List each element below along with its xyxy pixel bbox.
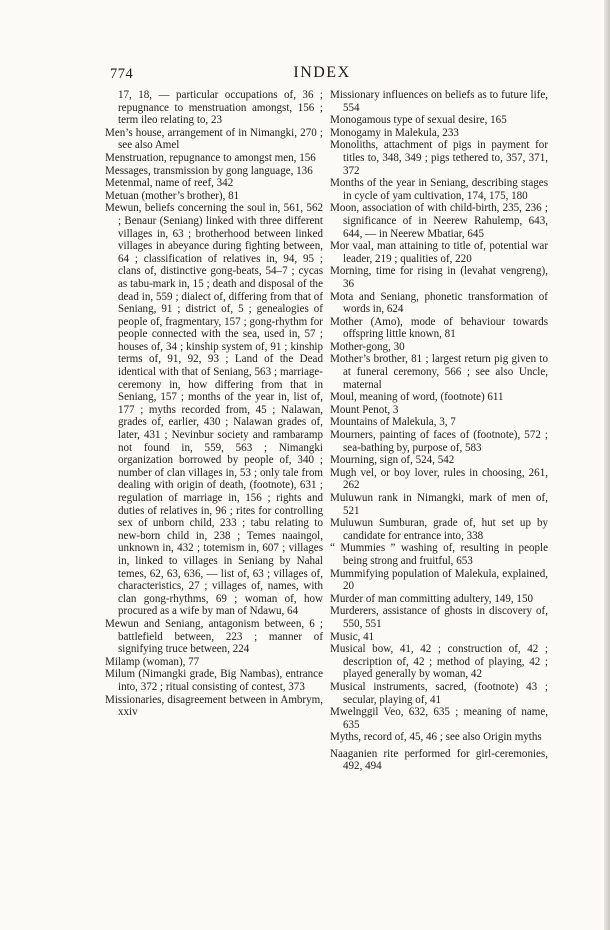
index-entry: Mor vaal, man attaining to title of, potential war leader, 219 ; qualities of, 220 bbox=[330, 240, 548, 265]
index-entry: Mother’s brother, 81 ; largest return pig given to at funeral ceremony, 566 ; see also Uncle, maternal bbox=[330, 353, 548, 391]
index-entry: Missionaries, disagreement between in Ambrym, xxiv bbox=[105, 693, 323, 719]
index-entry: Milamp (woman), 77 bbox=[105, 655, 200, 668]
index-entry: Moul, meaning of word, (footnote) 611 bbox=[330, 391, 504, 404]
page-title-text: INDEX bbox=[293, 64, 351, 81]
index-entry: Morning, time for rising in (levahat vengreng), 36 bbox=[330, 265, 548, 290]
index-entry: Monogamous type of sexual desire, 165 bbox=[330, 114, 507, 127]
index-entry: Months of the year in Seniang, describing stages in cycle of yam cultivation, 174, 175, 180 bbox=[330, 177, 548, 202]
index-entry: Metenmal, name of reef, 342 bbox=[105, 177, 234, 190]
index-entry: “ Mummies ” washing of, resulting in people being strong and fruitful, 653 bbox=[330, 542, 548, 567]
index-entry: Muluwun Sumburan, grade of, hut set up by candidate for entrance into, 338 bbox=[330, 517, 548, 542]
index-entry: Mourning, sign of, 524, 542 bbox=[330, 454, 455, 467]
index-entry: Mount Penot, 3 bbox=[330, 403, 399, 416]
index-entry: Monogamy in Malekula, 233 bbox=[330, 126, 459, 139]
index-entry: Mourners, painting of faces of (footnote), 572 ; sea-bathing by, purpose of, 583 bbox=[330, 429, 548, 454]
index-entry: Milum (Nimangki grade, Big Nambas), entrance into, 372 ; ritual consisting of contest, 373 bbox=[105, 668, 323, 693]
index-entry: Men’s house, arrangement of in Nimangki, 270 ; see also Amel bbox=[105, 126, 323, 152]
index-entry: Myths, record of, 45, 46 ; see also Origin myths bbox=[330, 731, 542, 744]
index-entry: Mugh vel, or boy lover, rules in choosing, 261, 262 bbox=[330, 466, 548, 492]
index-entry: Missionary influences on beliefs as to future life, 554 bbox=[330, 89, 548, 114]
index-entry: Mewun and Seniang, antagonism between, 6 ; battlefield between, 223 ; manner of signifying truce between, 224 bbox=[105, 617, 323, 656]
page-number: 774 bbox=[110, 66, 134, 82]
page-title bbox=[0, 64, 610, 82]
index-entry: Music, 41 bbox=[330, 630, 375, 643]
index-entry: Mota and Seniang, phonetic transformation of words in, 624 bbox=[330, 290, 548, 316]
index-entry: Mountains of Malekula, 3, 7 bbox=[330, 416, 456, 429]
index-column-right bbox=[330, 89, 548, 773]
index-column-left bbox=[105, 89, 323, 719]
index-entry: Muluwun rank in Nimangki, mark of men of, 521 bbox=[330, 492, 548, 517]
index-entry: Musical instruments, sacred, (footnote) 43 ; secular, playing of, 41 bbox=[330, 680, 548, 706]
index-entry: Monoliths, attachment of pigs in payment for titles to, 348, 349 ; pigs tethered to, 357, 371, 372 bbox=[330, 139, 548, 177]
index-entry: Mother-gong, 30 bbox=[330, 340, 405, 353]
index-entry: Messages, transmission by gong language, 136 bbox=[105, 164, 313, 177]
index-entry: Mwelnggil Veo, 632, 635 ; meaning of name, 635 bbox=[330, 706, 548, 731]
index-entry: Metuan (mother’s brother), 81 bbox=[105, 189, 240, 202]
index-entry: Murder of man committing adultery, 149, 150 bbox=[330, 592, 533, 605]
index-entry: Moon, association of with child-birth, 235, 236 ; significance of in Neerew Rahulemp, 643, 644, — in Neerew Mbatiar, 645 bbox=[330, 202, 548, 240]
index-entry: Naaganien rite performed for girl-ceremonies, 492, 494 bbox=[330, 747, 548, 773]
index-entry: 17, 18, — particular occupations of, 36 ; repugnance to menstruation amongst, 156 ; term ileo relating to, 23 bbox=[118, 89, 323, 127]
index-entry: Mummifying population of Malekula, explained, 20 bbox=[330, 567, 548, 593]
page-edge bbox=[604, 0, 610, 930]
index-entry: Menstruation, repugnance to amongst men, 156 bbox=[105, 151, 316, 164]
index-entry: Musical bow, 41, 42 ; construction of, 42 ; description of, 42 ; method of playing, 42 ; played generally by woman, 42 bbox=[330, 643, 548, 681]
index-entry: Mother (Amo), mode of behaviour towards offspring little known, 81 bbox=[330, 315, 548, 341]
index-entry: Murderers, assistance of ghosts in discovery of, 550, 551 bbox=[330, 605, 548, 630]
index-entry: Mewun, beliefs concerning the soul in, 561, 562 ; Benaur (Seniang) linked with three different villages in, 63 ; brotherhood between linked villages in abeyance during fighting between, 64 ; classification of relatives in, 94, 95 ; clans of, distinctive gong-beats, 54–7 ; cycas as tabu-mark in, 15 ; death and disposal of the dead in, 559 ; dialect of, differing from that of Seniang, 91 ; district of, 5 ; genealogies of people of, fragmentary, 157 ; gong-rhythm for people connected with the sea, used in, 57 ; houses of, 34 ; kinship system of, 91 ; kinship terms of, 91, 92, 93 ; Land of the Dead identical with that of Seniang, 563 ; marriage-ceremony in, how differing from that in Seniang, 157 ; months of the year in, list of, 177 ; myths recorded from, 45 ; Nalawan, grades of, earlier, 430 ; Nalawan grades of, later, 431 ; Nevinbur society and rambaramp not found in, 559, 563 ; Nimangki organization borrowed by people of, 340 ; number of clan villages in, 53 ; only tale from dealing with origin of death, (footnote), 631 ; regulation of marriage in, 156 ; rights and duties of relatives in, 96 ; rites for controlling sex of unborn child, 233 ; tabu relating to new-born child in, 238 ; Temes naaingol, unknown in, 432 ; totemism in, 607 ; villages in, linked to villages in Seniang by Nahal temes, 62, 63, 636, — list of, 63 ; villages of, characteristics, 27 ; villages of, names, with clan gong-rhythms, 69 ; woman of, how procured as a wife by man of Ndawu, 64 bbox=[105, 202, 323, 618]
